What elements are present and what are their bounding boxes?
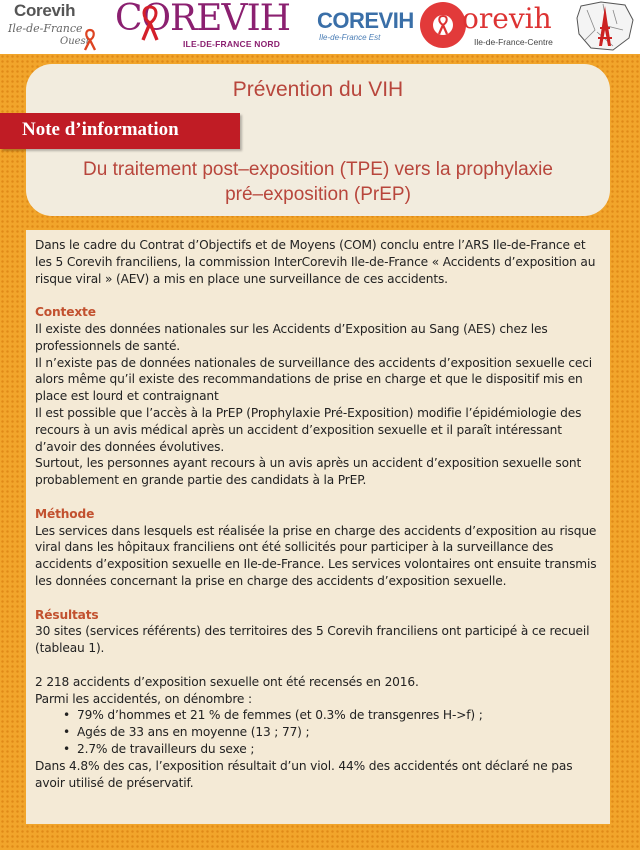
logo-centre-region: Ile-de-France-Centre: [474, 37, 553, 47]
corevih-est-logo: [303, 0, 413, 54]
contexte-paragraph-4: Surtout, les personnes ayant recours à un avis après un accident d’exposition sexuelle sont probablement en grande partie des candidats à la PrEP.: [35, 456, 582, 488]
note-ribbon-label: Note d’information: [22, 119, 179, 140]
methode-heading: Méthode: [35, 506, 95, 521]
list-item: • Agés de 33 ans en moyenne (13 ; 77) ;: [77, 724, 603, 741]
contexte-heading: Contexte: [35, 305, 96, 320]
logo-ouest-area: Ouest: [60, 36, 90, 47]
contexte-paragraph-2: Il n’existe pas de données nationales de surveillance des accidents d’exposition sexuelle ceci alors même qu’il existe des recommandations de prise en charge et que le dispositif mis en place est lourd et contraignant: [35, 355, 593, 404]
subtitle-line-1: Du traitement post–exposition (TPE) vers la prophylaxie: [83, 159, 553, 180]
contexte-paragraph-3: Il est possible que l’accès à la PrEP (Prophylaxie Pré-Exposition) modifie l’épidémiologie des recours à un avis médical après un accident d’exposition sexuelle et il paraît intéressant d’avoir des données évolutives.: [35, 405, 582, 454]
resultats-paragraph-4: Dans 4.8% des cas, l’exposition résultait d’un viol. 44% des accidentés ont déclaré ne pas avoir utilisé de préservatif.: [35, 758, 573, 790]
methode-paragraph: Les services dans lesquels est réalisée la prise en charge des accidents d’exposition au risque viral dans les hôpitaux franciliens ont été sollicités pour participer à la surveillance des accidents d’exposition sexuelle en Ile-de-France. Les services volontaires ont ensuite transmis les données concernant la prise en charge des accidents d’exposition sexuelle.: [35, 523, 597, 588]
body-text: [35, 237, 603, 791]
logo-est-region: Ile-de-France Est: [319, 33, 381, 42]
subtitle-line-2: pré–exposition (PrEP): [225, 184, 411, 205]
logo-nord-name: COREVIH: [115, 0, 291, 39]
resultats-heading: Résultats: [35, 607, 99, 622]
intro-paragraph: Dans le cadre du Contrat d’Objectifs et de Moyens (COM) conclu entre l’ARS Ile-de-France et les 5 Corevih franciliens, la commission InterCorevih Ile-de-France « Accidents d’exposition au risque viral » (AEV) a mis en place une surveillance de ces accidents.: [35, 238, 596, 286]
red-ribbon-icon: [82, 28, 98, 52]
page-subtitle: [26, 157, 610, 207]
page-title: Prévention du VIH: [232, 78, 404, 101]
logo-ouest-name: Corevih: [14, 1, 76, 20]
resultats-paragraph-2: 2 218 accidents d’exposition sexuelle ont été recensés en 2016.: [35, 674, 419, 689]
corevih-nord-logo: [115, 0, 290, 54]
resultats-paragraph-1: 30 sites (services référents) des territoires des 5 Corevih franciliens ont participé à ce recueil (tableau 1).: [35, 624, 590, 656]
logo-band: [0, 0, 640, 54]
logo-ouest-region: Ile-de-France: [8, 22, 83, 35]
resultats-bullet-list: [35, 707, 603, 757]
map-eiffel-tower-icon: [573, 0, 637, 54]
logo-nord-region: ILE-DE-FRANCE NORD: [183, 39, 281, 49]
logo-est-name: COREVIH: [317, 8, 414, 33]
list-item: • 2.7% de travailleurs du sexe ;: [77, 741, 603, 758]
logo-centre-name: orevih: [462, 2, 552, 35]
list-item: • 79% d’hommes et 21 % de femmes (et 0.3% de transgenres H->f) ;: [77, 707, 603, 724]
resultats-paragraph-3: Parmi les accidentés, on dénombre :: [35, 691, 252, 706]
red-ribbon-icon: [436, 14, 450, 36]
corevih-ouest-logo: [2, 0, 106, 54]
red-ribbon-icon: [139, 4, 161, 42]
contexte-paragraph-1: Il existe des données nationales sur les Accidents d’Exposition au Sang (AES) chez les professionnels de santé.: [35, 321, 548, 353]
corevih-centre-logo: [418, 0, 568, 54]
